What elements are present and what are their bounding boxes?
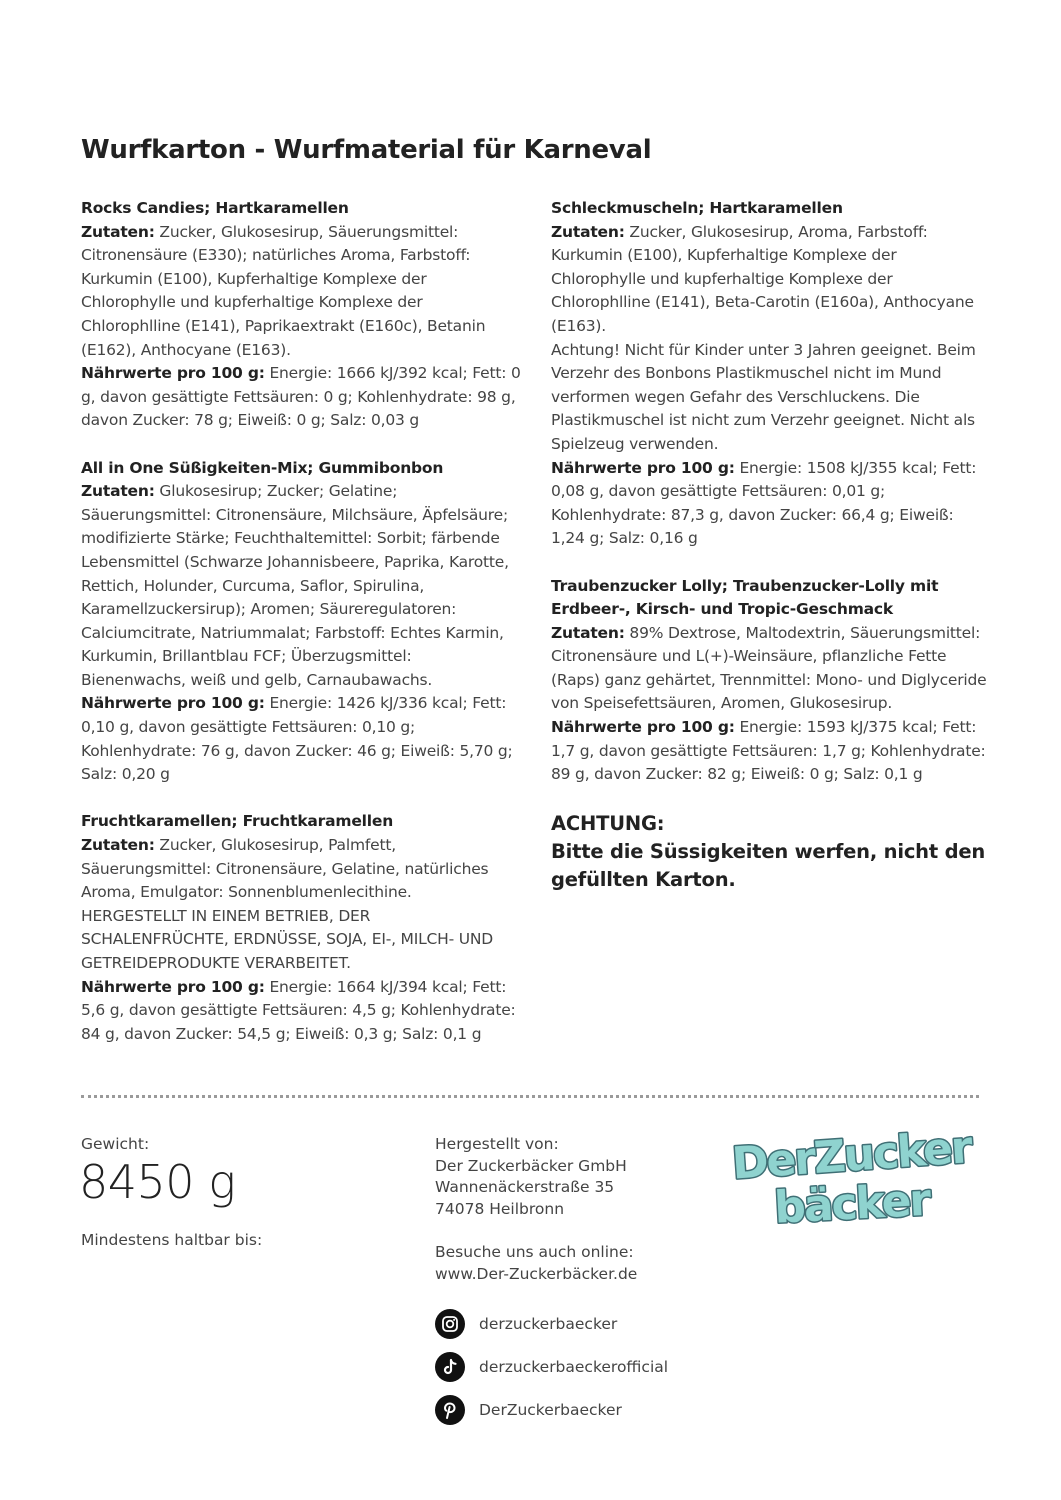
weight-label: Gewicht: [81, 1135, 150, 1153]
nutrition-text [551, 716, 991, 787]
ingredients-value: Zucker, Glukosesirup, Säuerungsmittel: Citronensäure (E330); natürliches Aroma, Farbstoff: Kurkumin (E100), Kupferhaltige Komplexe der Chlorophylle und kupferhaltige Komplexe der Chlorophlline (E141), Paprikaextrakt (E160c), Betanin (E162), Anthocyane (E163). [81, 222, 486, 359]
manufacturer-label: Hergestellt von: [435, 1135, 559, 1153]
social-handle: derzuckerbaecker [479, 1315, 618, 1333]
nutrition-value: Energie: 1664 kJ/394 kcal; Fett: 5,6 g, davon gesättigte Fettsäuren: 4,5 g; Kohlenhydrate: 84 g, davon Zucker: 54,5 g; Eiweiß: 0,3 g; Salz: 0,1 g [81, 977, 516, 1043]
nutrition-text [551, 457, 991, 551]
social-tiktok[interactable] [435, 1351, 668, 1383]
product-all-in-one-mix [81, 457, 521, 787]
logo-line1: DerZucker [730, 1122, 973, 1190]
ingredients-label: Zutaten: [81, 836, 155, 855]
ingredients-value: Zucker, Glukosesirup, Aroma, Farbstoff: Kurkumin (E100), Kupferhaltige Komplexe der Chlorophylle und kupferhaltige Komplexe der Chlorophlline (E141), Beta-Carotin (E160a), Anthocyane (E163). [551, 222, 974, 335]
left-column [81, 197, 521, 1070]
ingredients-text [81, 834, 521, 905]
manufacturer-city: 74078 Heilbronn [435, 1199, 565, 1218]
manufacturer-name: Der Zuckerbäcker GmbH [435, 1156, 627, 1175]
pinterest-icon [435, 1395, 465, 1425]
website-link[interactable]: www.Der-Zuckerbäcker.de [435, 1264, 638, 1283]
product-title: Schleckmuscheln; Hartkaramellen [551, 199, 843, 217]
brand-logo [728, 1120, 973, 1234]
product-title: All in One Süßigkeiten-Mix; Gummibonbon [81, 458, 444, 477]
nutrition-label: Nährwerte pro 100 g: [81, 694, 265, 713]
nutrition-label: Nährwerte pro 100 g: [551, 458, 735, 477]
ingredients-label: Zutaten: [81, 482, 155, 501]
allergen-notice: HERGESTELLT IN EINEM BETRIEB, DER SCHALENFRÜCHTE, ERDNÜSSE, SOJA, EI-, MILCH- UND GETREIDEPRODUKTE VERARBEITET. [81, 906, 493, 972]
ingredients-text [551, 622, 991, 716]
nutrition-label: Nährwerte pro 100 g: [81, 364, 265, 383]
social-pinterest[interactable] [435, 1394, 622, 1426]
product-schleckmuscheln [551, 197, 991, 551]
nutrition-value: Energie: 1508 kJ/355 kcal; Fett: 0,08 g, davon gesättigte Fettsäuren: 0,01 g; Kohlenhydrate: 87,3 g, davon Zucker: 66,4 g; Eiweiß: 1,24 g; Salz: 0,16 g [551, 458, 977, 548]
nutrition-value: Energie: 1593 kJ/375 kcal; Fett: 1,7 g, davon gesättigte Fettsäuren: 1,7 g; Kohlenhydrate: 89 g, davon Zucker: 82 g; Eiweiß: 0 g; Salz: 0,1 g [551, 718, 986, 784]
dotted-divider [81, 1095, 979, 1098]
online-block [435, 1242, 637, 1285]
product-traubenzucker-lolly [551, 575, 991, 787]
nutrition-label: Nährwerte pro 100 g: [81, 977, 265, 996]
ingredients-text [81, 480, 521, 692]
social-handle: derzuckerbaeckerofficial [479, 1358, 669, 1376]
nutrition-text [81, 362, 521, 433]
page-title: Wurfkarton - Wurfmaterial für Karneval [81, 135, 652, 165]
ingredients-label: Zutaten: [551, 222, 625, 241]
warning-box [551, 810, 991, 894]
safety-notice: Achtung! Nicht für Kinder unter 3 Jahren geeignet. Beim Verzehr des Bonbons Plastikmuschel nicht im Mund verformen wegen Gefahr des Verschluckens. Die Plastikmuschel ist nicht zum Verzehr geeignet. Nicht als Spielzeug verwenden. [551, 340, 976, 453]
manufacturer-street: Wannenäckerstraße 35 [435, 1178, 615, 1196]
instagram-icon [435, 1309, 465, 1339]
ingredients-label: Zutaten: [551, 623, 625, 642]
ingredients-value: 89% Dextrose, Maltodextrin, Säuerungsmittel: Citronensäure und L(+)-Weinsäure, pflanzliche Fette (Raps) ganz gehärtet, Trennmittel: Mono- und Diglyceride von Speisefettsäuren, Aromen, Glukosesirup. [551, 623, 987, 713]
ingredients-text [551, 221, 991, 339]
product-title: Rocks Candies; Hartkaramellen [81, 199, 349, 217]
ingredients-label: Zutaten: [81, 222, 155, 241]
nutrition-label: Nährwerte pro 100 g: [551, 718, 735, 737]
ingredients-text [81, 221, 521, 363]
product-rocks-candies [81, 197, 521, 433]
product-title: Traubenzucker Lolly; Traubenzucker-Lolly mit Erdbeer-, Kirsch- und Tropic-Geschmack [551, 576, 939, 619]
product-title: Fruchtkaramellen; Fruchtkaramellen [81, 812, 394, 831]
social-instagram[interactable] [435, 1308, 617, 1340]
online-label: Besuche uns auch online: [435, 1243, 634, 1261]
logo-line2: bäcker [773, 1174, 931, 1234]
warning-text: Bitte die Süssigkeiten werfen, nicht den gefüllten Karton. [551, 840, 986, 892]
nutrition-text [81, 692, 521, 786]
tiktok-icon [435, 1352, 465, 1382]
right-column [551, 197, 991, 894]
ingredients-value: Glukosesirup; Zucker; Gelatine; Säuerungsmittel: Citronensäure, Milchsäure, Äpfelsäure; modifizierte Stärke; Feuchthaltemittel: Sorbit; färbende Lebensmittel (Schwarze Johannisbeere, Paprika, Karotte, Rettich, Holunder, Curcuma, Saflor, Spirulina, Karamellzuckersirup); Aromen; Säureregulatoren: Calciumcitrate, Natriummalat; Farbstoff: Echtes Karmin, Kurkumin, Brillantblau FCF; Überzugsmittel: Bienenwachs, weiß und gelb, Carnaubawachs. [81, 482, 509, 689]
warning-heading: ACHTUNG: [551, 812, 665, 836]
ingredients-value: Zucker, Glukosesirup, Palmfett, Säuerungsmittel: Citronensäure, Gelatine, natürliches Aroma, Emulgator: Sonnenblumenlecithine. [81, 836, 489, 902]
nutrition-value: Energie: 1426 kJ/336 kcal; Fett: 0,10 g, davon gesättigte Fettsäuren: 0,10 g; Kohlenhydrate: 76 g, davon Zucker: 46 g; Eiweiß: 5,70 g; Salz: 0,20 g [81, 694, 513, 784]
weight-value: 8450 g [79, 1155, 236, 1209]
social-handle: DerZuckerbaecker [479, 1401, 622, 1419]
nutrition-value: Energie: 1666 kJ/392 kcal; Fett: 0 g, davon gesättigte Fettsäuren: 0 g; Kohlenhydrate: 98 g, davon Zucker: 78 g; Eiweiß: 0 g; Salz: 0,03 g [81, 364, 521, 430]
nutrition-text [81, 976, 521, 1047]
best-before-label: Mindestens haltbar bis: [81, 1231, 263, 1249]
manufacturer-block [435, 1134, 627, 1220]
product-fruchtkaramellen [81, 810, 521, 1046]
